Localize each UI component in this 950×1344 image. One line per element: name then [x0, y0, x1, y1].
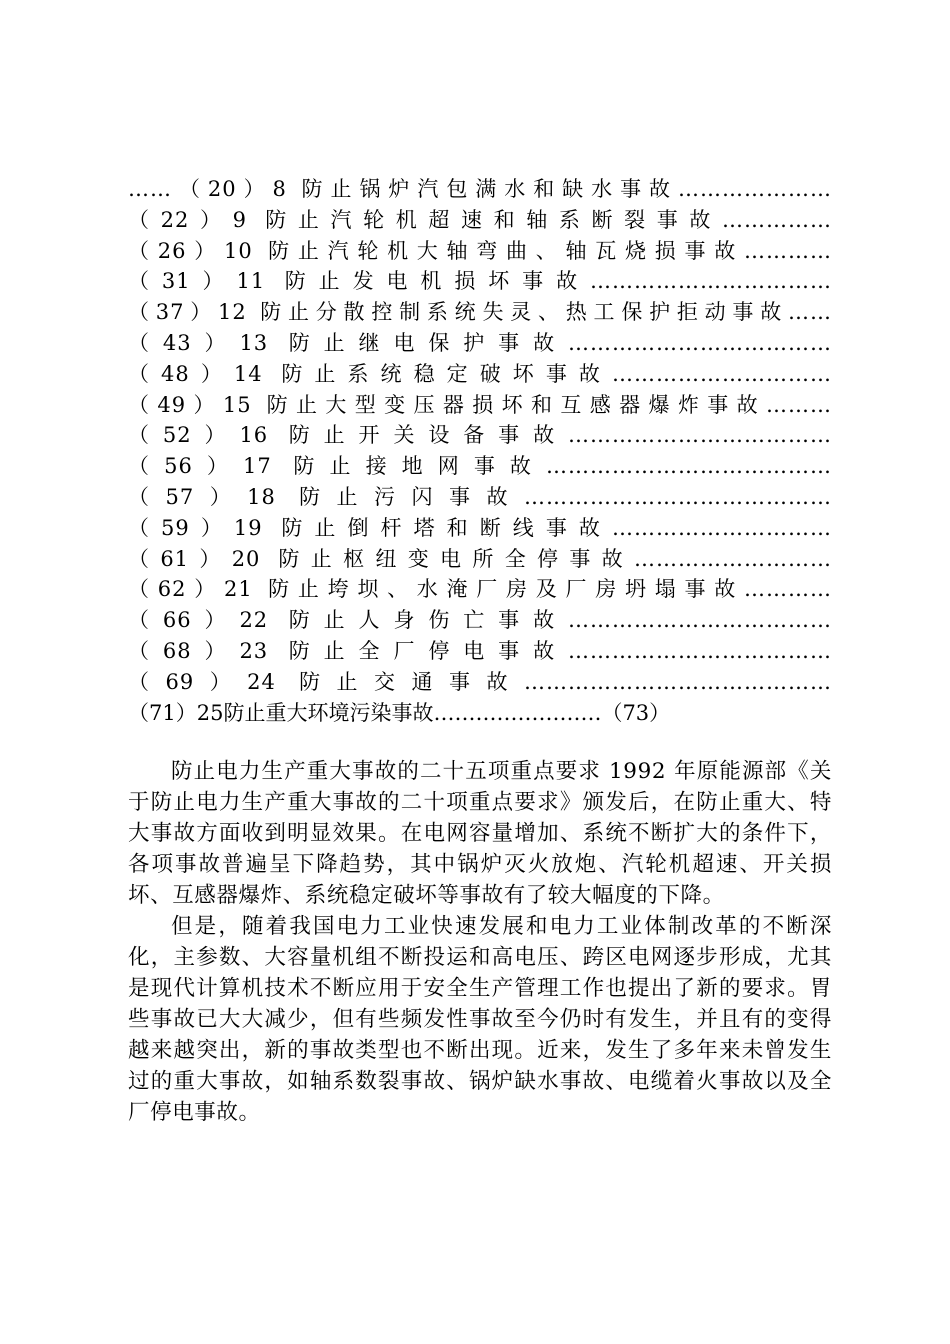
toc-entry: （59）19 防止倒杆塔和断线事故………………………… — [128, 515, 832, 540]
toc-entry: （69）24 防止交通事故…………………………………… — [128, 669, 832, 694]
toc-entry: （43）13 防止继电保护事故……………………………… — [128, 330, 832, 355]
toc-entry: （31）11 防止发电机损坏事故…………………………… — [128, 269, 832, 294]
toc-entry: （37）12 防止分散控制系统失灵、热工保护拒动事故…… — [128, 300, 832, 325]
toc-entry: （56）17 防止接地网事故………………………………… — [128, 454, 832, 479]
table-of-contents — [128, 174, 832, 728]
toc-entry: （48）14 防止系统稳定破坏事故………………………… — [128, 361, 832, 386]
toc-entry: ……（20）8 防止锅炉汽包满水和缺水事故………………… — [128, 177, 832, 201]
toc-entry: （66）22 防止人身伤亡事故……………………………… — [128, 608, 832, 633]
toc-entry: （22）9 防止汽轮机超速和轴系断裂事故…………… — [128, 207, 832, 232]
paragraph: 防止电力生产重大事故的二十五项重点要求 1992 年原能源部《关于防止电力生产重大事故的二十项重点要求》颁发后，在防止重大、特大事故方面收到明显效果。在电网容量增加、系统不断扩大的条件下，各项事故普遍呈下降趋势，其中锅炉灭火放炮、汽轮机超速、开关损坏、互感器爆炸、系统稳定破坏等事故有了较大幅度的下降。 — [128, 759, 832, 908]
toc-entry: （57）18 防止污闪事故…………………………………… — [128, 484, 832, 509]
toc-entry: （62）21 防止垮坝、水淹厂房及厂房坍塌事故………… — [128, 577, 832, 602]
paragraph: 但是，随着我国电力工业快速发展和电力工业体制改革的不断深化，主参数、大容量机组不断投运和高电压、跨区电网逐步形成，尤其是现代计算机技术不断应用于安全生产管理工作也提出了新的要求。胃些事故已大大减少，但有些频发性事故至今仍时有发生，并且有的变得越来越突出，新的事故类型也不断出现。近来，发生了多年来未曾发生过的重大事故，如轴系数裂事故、锅炉缺水事故、电缆着火事故以及全厂停电事故。 — [128, 914, 832, 1125]
toc-entry: （68）23 防止全厂停电事故……………………………… — [128, 638, 832, 663]
toc-entry: （49）15 防止大型变压器损坏和互感器爆炸事故……… — [128, 392, 832, 417]
toc-entry: （71）25防止重大环境污染事故……………………（73） — [128, 700, 671, 725]
toc-entry: （26）10 防止汽轮机大轴弯曲、轴瓦烧损事故………… — [128, 238, 832, 263]
body-text — [128, 756, 832, 1128]
toc-entry: （61）20 防止枢纽变电所全停事故……………………… — [128, 546, 832, 571]
toc-entry: （52）16 防止开关设备事故……………………………… — [128, 423, 832, 448]
